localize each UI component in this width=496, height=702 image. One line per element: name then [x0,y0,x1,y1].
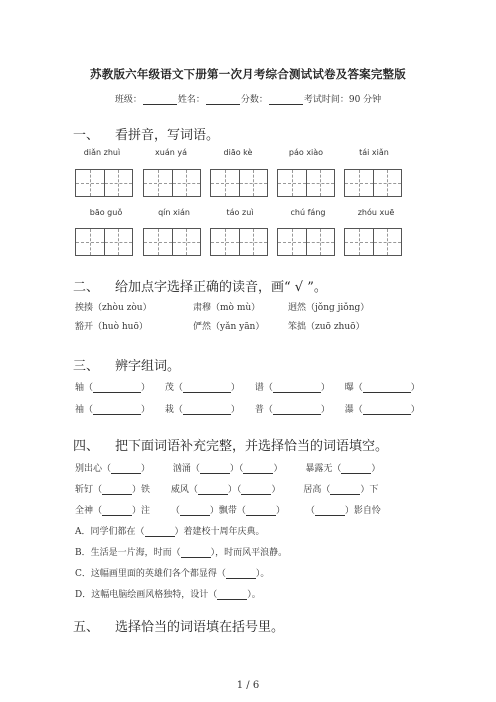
section-2-heading: 二、 给加点字选择正确的读音，画“ √ ”。 [73,280,327,295]
writing-grid[interactable] [75,169,133,197]
writing-grid[interactable] [210,169,268,197]
section-1-heading: 一、 看拼音，写词语。 [73,128,220,143]
answer-blank[interactable] [243,465,273,474]
fill-sentence: D．这幅电脑绘画风格独特，设计（ ）。 [75,590,261,600]
pinyin: páo xiào [288,148,324,157]
reading-choice: 肃穆（mò mù） [193,303,261,313]
answer-blank[interactable] [341,465,371,474]
answer-blank[interactable] [111,465,141,474]
answer-blank[interactable] [180,507,210,516]
reading-choice: 俨然（yǎn yān） [193,322,265,332]
writing-grid[interactable] [143,169,201,197]
idiom-row: 斩钉（ ）铁 威风（ ）（ ） 居高（ ）下 [75,485,379,495]
reading-choice: 豁开（huò huō） [75,322,148,332]
fill-sentence: A．同学们都在（ ）着建校十周年庆典。 [75,527,265,537]
answer-blank[interactable] [181,549,211,558]
fill-sentence: C．这幅画里面的英雄们各个都显得（ ）。 [75,569,270,579]
answer-blank[interactable] [183,406,231,415]
writing-grid[interactable] [344,228,402,256]
answer-blank[interactable] [93,406,141,415]
answer-blank[interactable] [145,528,175,537]
answer-blank[interactable] [217,591,247,600]
score-label: 分数： [240,95,268,105]
answer-blank[interactable] [273,406,321,415]
time-label: 考试时间：90 分钟 [303,95,382,105]
reading-choice: 挨揍（zhòu zòu） [75,303,152,313]
pinyin: bāo guǒ [89,208,123,217]
name-blank [206,95,240,105]
answer-blank[interactable] [273,384,321,393]
answer-blank[interactable] [102,486,132,495]
pinyin: chú fáng [290,208,326,217]
answer-blank[interactable] [200,465,230,474]
pinyin: diǎn zhuì [83,148,121,157]
pinyin: diāo kè [223,148,253,157]
class-label: 班级： [114,95,142,105]
reading-choice: 迥然（jǒng jiǒng） [288,303,370,313]
writing-grid[interactable] [143,228,201,256]
fill-sentence: B．生活是一片海，时而（ ），时而风平浪静。 [75,548,288,558]
section-3-heading: 三、 辨字组词。 [73,359,181,374]
class-blank [143,95,177,105]
section-4-heading: 四、 把下面词语补充完整，并选择恰当的词语填空。 [73,439,389,454]
answer-blank[interactable] [363,384,411,393]
word-group-row: 轴（ ） 茂（ ） 谱（ ） 曝（ ） [75,383,420,393]
answer-blank[interactable] [198,486,228,495]
writing-grid[interactable] [210,228,268,256]
page-number: 1 / 6 [236,680,260,691]
writing-grid[interactable] [75,228,133,256]
word-group-row: 袖（ ） 栽（ ） 普（ ） 瀑（ ） [75,405,420,415]
document-title: 苏教版六年级语文下册第一次月考综合测试试卷及答案完整版 [90,67,406,81]
answer-blank[interactable] [246,507,276,516]
answer-blank[interactable] [102,507,132,516]
pinyin: táo zuì [226,208,254,217]
answer-blank[interactable] [363,406,411,415]
answer-blank[interactable] [226,570,256,579]
section-5-heading: 五、 选择恰当的词语填在括号里。 [73,620,285,635]
name-label: 姓名： [177,95,205,105]
pinyin: zhóu xuē [357,208,395,217]
idiom-row: 别出心（ ） 汹涌（ ）（ ） 暴露无（ ） [75,464,381,474]
pinyin: tái xiǎn [359,148,389,157]
answer-blank[interactable] [93,384,141,393]
score-blank [269,95,303,105]
writing-grid[interactable] [277,228,335,256]
pinyin: qín xián [158,208,190,217]
answer-blank[interactable] [241,486,271,495]
student-info-line [0,92,496,105]
answer-blank[interactable] [315,507,345,516]
writing-grid[interactable] [344,169,402,197]
reading-choice: 笨拙（zuō zhuō） [288,322,365,332]
idiom-row: 全神（ ）注 （ ）飘带（ ） （ ）影自怜 [75,506,381,516]
answer-blank[interactable] [183,384,231,393]
answer-blank[interactable] [330,486,360,495]
pinyin: xuán yá [155,148,187,157]
writing-grid[interactable] [277,169,335,197]
